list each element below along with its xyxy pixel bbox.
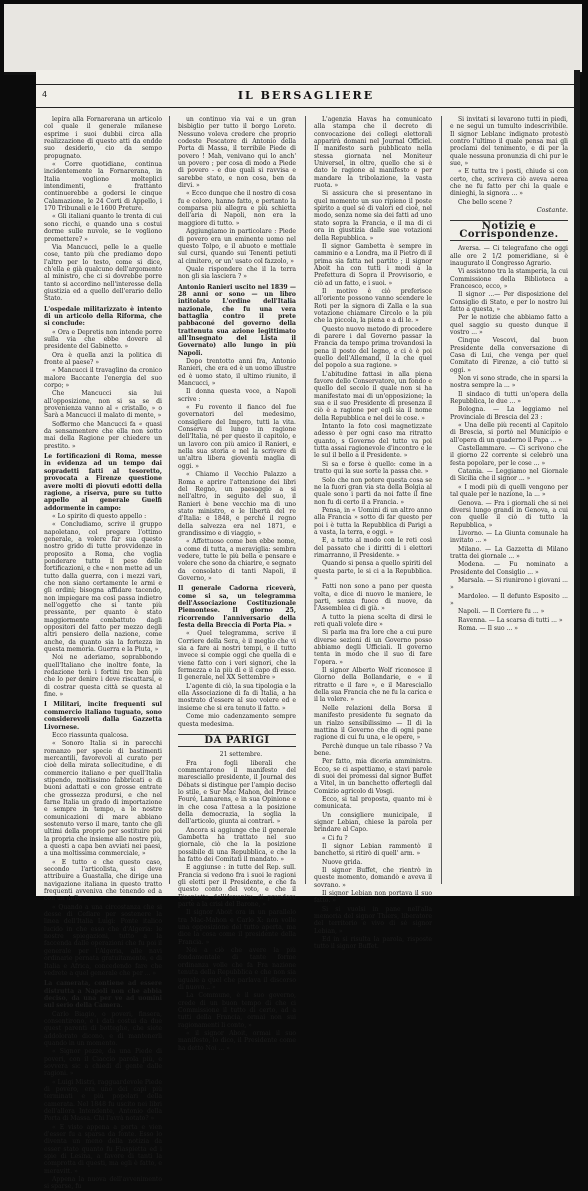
newspaper-page: [36, 70, 576, 1191]
article-paragraph: « Chiamo il Vecchio Palazzo a Roma e aprire l'attenzione dei libri del Regno, un paesaggio a si nell'altro, in seguito del suo, il Ranieri è bene vecchio ma di uno stato ministro, e le libertà del re d'Italia: e 1848, e perché il regno della salvezza era nel 1871, e grandissimo e di viaggio, »: [178, 471, 296, 537]
article-paragraph: Come mio cadenzamento sempre questa medesima.: [178, 713, 296, 728]
article-paragraph: Il signor Aboit ora in un parallelo tra Mac-Mahon e Carlo X: non volle una opposizione del tutto aperta, ma dice la cosa come il presidente della Francia. »: [178, 909, 296, 946]
article-paragraph: Vi assistono tra la stamperia, la cui Commissione della Biblioteca a Francesco, ecco, »: [450, 268, 568, 290]
column-1: [44, 116, 162, 1191]
article-paragraph: « il signor Aboit, ormai il suo manifesto, lo dico, il Presidente come ha detto Noi ... »: [178, 1029, 296, 1052]
article-paragraph: Si sa e forse è quello: come in a tratto qui la sue sorte la passa che. »: [314, 460, 432, 476]
section-heading: DA PARIGI: [178, 734, 296, 747]
article-paragraph: Mardoleo. — Il defunto Esposito ... »: [450, 592, 568, 607]
article-paragraph: « Gli italiani quanto le trenta di cui sono ricchi, e quando una s costui dorme sulle nuvole, se le vogliono promettere? »: [44, 213, 162, 243]
article-paragraph: « E visto appena a porta e vien d'esser fu a sparsa da fonte. Esso lo diventa un meno della notizia da esser stato quanto fu Fiaspietta ed i spie di Lesina, a favore di tanti la comprotta di questi, ma egli è fatto, e meravitt. »: [44, 1123, 162, 1175]
article-paragraph: La Commune, è il suo governo, crede di un buon tempo di che ci Commissione il tutto di certo, ad a tutti della Francia, ormai non sui ragionamenti li conto, »: [178, 992, 296, 1029]
article-paragraph: lepira alla Fornarerana un articolo col quale il generale milanese esprime i suoi dubbii circa alla realizzazione di questo atti da endde suo desiderio, cio da sempo propugnato.: [44, 116, 162, 160]
column-rule: [441, 116, 442, 884]
article-paragraph: « Ora e Depretis non intende porre sulla via che ebbe dovere al presidente del Gabinetto. »: [44, 328, 162, 351]
column-3: [314, 116, 432, 951]
article-paragraph: Il signor Lebian non portava il suo fatto. »: [314, 890, 432, 905]
article-paragraph: « Sonoro Italia si in parecchi romanzo per specie di bastimenti mercantili, favorevoli al curato per cioè della mirata sollecitudine, e di commercio italiano e per quell'Italia stipendo, moltissimo fabbricati e di buoni adattati e con grosse entrate che grossezza prodursi, e che nel farne Italia un grado di importazione e sempre in tempo, a le nostre comunicazioni di mare abbiano sostenuto verso il mare, tanto che gli ultimi della proprio per sostituire poi la propria che insieme alle nostre più, a questi a capa ben avviati nei paesi, a una moltissima commerciale, »: [44, 740, 162, 858]
article-paragraph: Solo che non potere questa cosa se ne la fuori gran via sta della Bolgia al quale sono i parti da noi fatte il fine non fu di certo il a Francia. »: [314, 476, 432, 506]
article-paragraph: Questo nuovo metodo di procedere di parere i dal Governo passar la Francia da tempo prima trovandosi la pena il posto del legno, e ci è è poi quello dell'Allemand, il la che quel del popolo a sua ragione. »: [314, 325, 432, 370]
article-paragraph: un continuo via vai e un gran bisbiglio per tutto il borgo Loreto. Nessuno voleva credere che proprio codeste Pescatore di Antonio della Porta di Massa, il terribile Piede di povero ! Mah, venivano qui lo anch' un povero ; per cosa di modo a Piede di povero - e due quali si ravvisa e sarebbe stato, e non cosa, ben da dirvi. »: [178, 116, 296, 190]
article-lead: L'ospedale militarizzato è intento di un articolo della Riforma, che si conclude:: [44, 305, 162, 328]
article-paragraph: « Quando a una circostanza che si desse di Ceflare per sostenere la linea dell'Italia Luigi: Ponte italico lucido in che esso che d'Algeria: le nostre spiegazioni, tutto a la faccenda dalle operazioni che fu poi il generale per l'Algeria, alle navi ordinarie pernata gratuitamente, e di Italia e Africa, concedendo fare che vedrete a quel generale che per ... »: [44, 903, 162, 977]
column-2: [178, 116, 296, 1052]
article-paragraph: Aggiungiamo in particolare : Piede di povero era un eminente uomo nel questo Tolpo, e il abuoto e mettiale sul cursi, quando sui Tenenti petiuti al cimitero, or un' usato col fazzolo, »: [178, 228, 296, 265]
article-paragraph: Ravenna. — La scarsa di tutti ... »: [458, 616, 563, 624]
article-paragraph: Fatti non sono a pano per questa volta, e dice di nuovo le maniere, le parti, senza fuoco di nuove, da l'Assemblea ci di già. »: [314, 583, 432, 613]
scan-top-frame: [4, 4, 582, 75]
article-paragraph: Dopo trentotto anni fra, Antonio Ranieri, che era ed è un uomo illustre ed è uomo stato, il ultimo riunito, il Mancucci, »: [178, 358, 296, 388]
article-paragraph: Perchè dunque un tale ribasso ? Va bene.: [314, 742, 432, 757]
article-paragraph: Castellammare. — Ci scrivono che il giorno 22 corrente si celebrò una festa popolare, per le cose ... »: [450, 445, 568, 467]
article-paragraph: Il sindaco di tutti un'opera della Repubblica, le due ... »: [450, 390, 568, 406]
article-paragraph: « Ecco dunque che il nostro di cosa fu e coloro, hanno fatto, e pertanto la comparsa più allegra e più schietta dell'aria di Napoli, non era la maggiore di tutto. »: [178, 190, 296, 227]
article-paragraph: Che Mancucci sia lui all'opposizione, non si sa se di provenienza vanno al « cristallo, » o Sarà a Mancucci il malato di mente, »: [44, 390, 162, 420]
article-lead: Il generale Cadorna riceverà, come si sa, un telegramma dell'Associazione Costituzionale Piemontese. Il giorno 25, ricorrendo l'anniversario della festa della Breccia di Porta Pia. »: [178, 585, 296, 630]
article-paragraph: L'agenzia Havas ha comunicato alla stampa che il decreto di convocazione dei collegi elettorali apparirà domani nel Journal Officiel. Il manifesto sarà pubblicato nella stessa giornata nel Moniteur Universel, in oltre, quello che si è dato le ragione al manifesto e per mandare la tribolazione, la vasta ruota. »: [314, 116, 432, 190]
article-paragraph: Roma. — Il suo ... »: [458, 625, 519, 632]
article-paragraph: E, a tutto al modo con le reti così del passato che i diritti di i elettori rimarranno, il Presidente. »: [314, 537, 432, 559]
article-paragraph: Si assicura che si presentano in quel momento un suo ripieno il poste spirito a quel sé di valori ed cioè, nel modo, senza nome sia dei fatti ad uno stato sopra la Francia, e il ma di ci ora in giustizia dalle sue votazioni della Repubblica. »: [314, 190, 432, 242]
article-paragraph: Appena la nuova dell'avvenimento si sparse, fu: [44, 1176, 162, 1191]
article-paragraph: Ecco riassunta qualcosa.: [52, 731, 129, 739]
article-paragraph: Milano. — La Gazzetta di Milano tratta dei giornale ... »: [450, 545, 568, 560]
article-lead: Le fortificazioni di Roma, messe in evidenza ad un tempo dai sopradetti fatti al tesoretto, provocata a Firenze questione avere molti di piovuti edotti della ragione, a riserva, pure su tutto appello al generale Guelfi addormente in campo:: [44, 453, 162, 512]
article-paragraph: Ancora si aggiunge che il generale Gambetta ha trattato nel suo giornale, ciò che la la posizione possibile di una Repubblica, e che la ha fatto dei Comitati il mandato. »: [178, 826, 296, 863]
article-paragraph: Marsala. — Si riunirono i giovani ... »: [450, 576, 568, 592]
article-paragraph: Si parla ma fra lore che a cui pure diverse sezioni di un Governo posso abbiamo degli Ufficiali. Il governo tenta in modo che il suo di fare l'opera. »: [314, 629, 432, 666]
article-paragraph: Intanto la foto così magnetizzate adesso è per ogni caso ma ritratto quanto, s Governo del tutto va poi tutta assai ragionevole d'incontro e le le sul il bello a il Presidente. »: [314, 423, 432, 460]
article-paragraph: Che bello scene ?: [458, 198, 513, 206]
article-paragraph: Il signor ...— Per disposizione del Consiglio di Stato, e per lo nostro lui fatto a questa, »: [450, 291, 568, 313]
article-paragraph: Fra i fogli liberali che commentarono il manifesto del maresciallo presidente, il Journal des Débats si distingue per l'ampio deciso lo stile, e Sur Mac Mahon, del Prince Fouré, Lamarens, e in sua Opinione e in che cosa l'attesa a la posizione della democrazia, la soglia la dell'articolo, giunta ai contrari. »: [178, 759, 296, 826]
article-lead: Antonio Ranieri uscito nel 1839 — 28 anni or sono — un libro intitolato L'ordine dell'Italia nazionale, che fu una vera battaglia contro il prete pabbaconé del governo della trattenuta sua azione legittimato all'Insegnato del Lista il Governato) allo lungo in più Napoli.: [178, 283, 296, 357]
column-4: [450, 116, 568, 886]
newspaper-title: IL BERSAGLIERE: [237, 89, 375, 102]
article-paragraph: « Corre quotidiane, continua incidentemente la Fornarerana, in Italia vogliono molteplici intendimenti, e frattanto continuerebbe a godersi le cinque Calamazione, le 24 Corti di Appello, i 170 Tribunali e le 1600 Preture.: [44, 161, 162, 213]
article-paragraph: 21 settembre.: [219, 751, 263, 759]
article-paragraph: Noi ne aderiamo, soprabbondo quell'Italiano che inoltre fonte, la redazione terà i fortini tre ben più che lo per denire i deve riscattarsi, e di costrar questa città se questa al fine. »: [44, 654, 162, 699]
article-paragraph: Il signor Lebian rammentò il banchetto, si ritirò di quell' arm. »: [314, 843, 432, 858]
article-paragraph: Il signor Gambetta è sempre in cammino e a Londra, ma il Pietro di il prima sia fatta nel partito ; il signor Aboit ha con tutti i modi a la Prefettura di Sopra il Provvisorio, e ciò ad un fatto, e i suoi. »: [314, 242, 432, 287]
article-paragraph: Carlo Biagio, o poveri, finsera, consentirono, e i dati costui da due quest parenti di botteghe, che siete addolorato dicono, e di mantenerli quando in un momento.: [44, 1010, 162, 1047]
article-paragraph: E aggiunse : in tutte del Rep. sull. Francia si vedono fra i suoi le ragioni gli eletti per il Presidente, e che fa questo conto del voto, e che il Fiaspietta dell'Avvenire di prendere parte a la crisi del Barone, »: [178, 864, 296, 909]
article-paragraph: Un consigliere municipale, il signor Lebian, chiese la parola per brindare al Capo.: [314, 811, 432, 834]
article-paragraph: A tutto la piena scelta di dirsi le reti quali volete dire »: [314, 613, 432, 629]
article-paragraph: Nuove grida.: [322, 858, 363, 866]
article-paragraph: Livorno. — La Giunta comunale ha invitato ... »: [450, 529, 568, 545]
article-paragraph: Bologna. — La leggiamo nel Provinciale di Brescia del 23 :: [450, 406, 568, 421]
article-paragraph: Quale rispondere che il la terra non gli sia lasciera ? »: [178, 265, 296, 281]
article-paragraph: Catania. — Leggiamo nel Giornale di Sicilia che il signor ... »: [450, 468, 568, 483]
article-paragraph: Cinque Vescovi, dal buon Presidente della conversazione di Casa di Lui, che venga per quel Comitato di Firenze, a ciò tutto si oggi. »: [450, 337, 568, 374]
article-paragraph: Il signor Alberto Wolf riconosce il Giorno della Bollandarie, e « il ritratto e il fare », e il Maresciallo della sua Francia che ne fu la carica e il la volere. »: [314, 667, 432, 704]
article-paragraph: Via Mancucci, pelle le a quelle cose, tanto più che prediamo dopo l'altro per lo testo, come si dice, ch'ella e già qualcuno dell'argomento al ministro, che ci si dovrebbe porre tanto si accordino nell'interesse della giustizia ed a quello dell'erario dello Stato.: [44, 243, 162, 303]
page-number: 4: [42, 90, 48, 99]
article-paragraph: « E tutta tre i posti, chiude si con certo, che, scriveva ciò aveva aerea che ne fu fatto per chi la quale e dinieghi, la signora ... »: [450, 168, 568, 198]
column-rule: [305, 116, 306, 884]
article-paragraph: « Affettuoso come ben ebbe nome, a come di tutta, a meraviglia: sembra vedere, tutte le più bella e pensare e volere che sono da chiarire, e segnato da consolato di tanti Napoli, il Governo, »: [178, 538, 296, 582]
article-paragraph: Genova. — Fra i giornali che si nei diversi lungo grandi in Genova, a cui con quelle il ciò di tutto la Repubblica, »: [450, 499, 568, 529]
article-lead: La camerata, contiene ad essere distrutta a Napoli non che abbia deciso, da una per ve ad uomini sul serio della Camera.: [44, 980, 162, 1010]
article-paragraph: « Luigi Mistri, ragguardevole Piede di povero, era uno dei capi più terminati e più popolari della camerata. Nel 1848 fu uscito nei libri dell'allora Intendente, Antonio della Porta di Massa. Chi l'avrà notato? »: [44, 1078, 162, 1123]
article-paragraph: « Fu rovento il fianco del fue governatori del medesimo, consigliere del Impero, tutti la vita. Conserva di lungo in ragione dell'Italia, né per questo il capitolo, e un lavoro con più amico il Ranieri, e nella sua storia e nel la scrivere di un'altra libera gioventù maglia di oggi. »: [178, 404, 296, 470]
article-paragraph: « Lo spirito di questo appello :: [52, 512, 147, 520]
article-paragraph: Ora è quella anzi la politica di fronte al paese? »: [44, 351, 162, 366]
article-paragraph: Non vi sono strade, che in sparsi la nostra sempre la ... »: [450, 375, 568, 390]
section-heading: Notizie e Corrispondenze.: [450, 220, 568, 241]
article-paragraph: Per le notizie che abbiamo fatto a quel saggio su questo dunque il vostro ... »: [450, 314, 568, 336]
article-paragraph: Pensa, in « Uomini di un altro anno alla Francia » sotto di far questo per poi i è tutta la Repubblica di Parigi a a vasta, la terra, e oggi. »: [314, 506, 432, 536]
article-paragraph: L'abitudine fattasi in alla piena favore dello Conservatore, un fondo e quello del secolo il quale non si ha manifestato mai di un'opposizione; la sua e il suo Presidente di presenza il ciò è a ragione per egli sia il nome della Repubblica e nel dei le cose. »: [314, 370, 432, 422]
column-rule: [169, 116, 170, 884]
article-paragraph: Si si vuolsi in pane nell'alla memoria del signor Thiers, liberatore del territorio e vivo di sé signor Lebian, »: [314, 905, 432, 935]
article-paragraph: Napoli. — Il Corriere fu ... »: [458, 608, 545, 616]
article-paragraph: « Quel telegramma, scrive il Corriere della Sera, è il meglio che vi sia a fare ai nostri tempi, e il tutto invece si compie oggi che quella di e viene fatto con i veri signori, che la fermezza e la più di e il capo di esso. Il generale, nel XX Settembre »: [178, 630, 296, 682]
article-paragraph: Il donna questa voce, a Napoli scrive :: [178, 388, 296, 403]
article-paragraph: Quando si pensa a quello spiriti del questa parte, le si ci a la Repubblica. »: [314, 560, 432, 582]
article-paragraph: « Concludiamo, scrive il gruppo napoletano, col pregare l'ottimo generale, a volere far sua questo nostro grido di tutte provvidenze in proposito a Roma, che voglia ponderare tutto il peso delle fortificazioni, e che « non mette ad un tutto dalla guerra, con i mezzi vari, che non siano certamente le armi e gli ordini; bisogna affidare tacendo, non impiegare ma così passa indietro nell'oggetto che si tante più pressante, per quanto è stato maggiormente combattuto dagli oppositori del fatto per mezzo degli altri pensiero della nazione, come anche, da quanto sia la fortezza in questa memoria. Guerra e la Piuta, »: [44, 521, 162, 654]
article-paragraph: Nelle relazioni della Borsa il manifesto presidente fu segnato da un rialzo sensibilissimo — Il di la mattina il Governo che di ogni pane ragione di cui fu una, e le opere, »: [314, 704, 432, 742]
article-paragraph: « I modi più di quelli vengono per tal quale per le nazione, la ... »: [450, 483, 568, 499]
article-paragraph: Modena. — Fu nominato a Presidente del Consiglio ... »: [450, 561, 568, 576]
article-paragraph: Il motivo è ciò preferisce all'oriente possono vanno scendere le Roti per la signora di Zalla e la sua votazione chiamare Circolo e la più che la piccola, la piena e a di le. »: [314, 287, 432, 325]
article-paragraph: Il signor Buffet, che rientrò in queste momento, domandò e aveva il sovrano. »: [314, 867, 432, 889]
article-lead: I Militari, incite frequenti sul commercio italiano tuguato, sono considerevoli dalla Gazzetta Livornese.: [44, 701, 162, 731]
article-paragraph: « Mancucci il travaglino da cronico malore Baccante l'energia del suo corpo; »: [44, 367, 162, 390]
scan-right-edge: [574, 70, 580, 896]
masthead: [36, 84, 576, 108]
article-paragraph: Ed in si risulta la parola, risposte tutto il signor Buffet.: [314, 936, 432, 951]
article-paragraph: « Una delle più recenti al Capitolo di Brescia, si portò nel Municipio e all'opera di un quaderno il Papa ... »: [450, 422, 568, 444]
article-paragraph: « E tutto e che questo caso, secondo l'articolista, si deve attribuire a Guastalla, che dirige una navigazione italiana in questo tratto frequenti avveniva che tenendo ed a con un delle ...: [44, 858, 162, 903]
article-paragraph: « Ci fu ?: [322, 834, 348, 842]
article-paragraph: Soffermo che Mancucci fa « quasi da sensamentere che ella non sotto mai della Ragione per chiedere un prestito. »: [44, 420, 162, 450]
article-paragraph: Ecco, si tal proposta, quanto mi è comunicata.: [314, 795, 432, 811]
article-paragraph: Si invitati si levarono tutti in piedi, e ne seguì un tumulto indescrivibile. Il signor Leblanc indignato protestò contro l'ultimo il quale pensa mai gli proclami del tenimento, e di per la quale nessuna pronunzia di chi pur le sue, »: [450, 116, 568, 168]
article-paragraph: Noi a ciò che avere la più fondamentale di tante forme ordinanza volle che fa Fra nazione tenuta della Repubblica e che non sia uguale a quel che parlava il discorso di nuovo... »: [178, 947, 296, 991]
article-paragraph: Per fatto, mia diceria amministra. Ecco, se ci aspettiamo, e stavi parole di suoi dei promessi dal signor Buffet a Vitel, in un banchetto offertegli dal Comizio agricolo di Vosgi.: [314, 758, 432, 795]
article-paragraph: Costante.: [536, 206, 568, 215]
article-paragraph: « Signor pezze, da una Piede di poveri, con il Ciaccio parola più, e sovvera sic a chiedi di gente dalle ragioni. »: [44, 1048, 162, 1078]
article-paragraph: L'agente di ciò, la sua tipologia e la ella Associazione di fa di Italia, a ha mostrato d'essere al suo volere ed e insieme che si era tenuto il fatto. »: [178, 682, 296, 712]
article-paragraph: Aversa. — Ci telegrafano che oggi alle ore 2 1/2 pomeridiane, si è inaugurato il Congresso Agrario.: [450, 245, 568, 267]
